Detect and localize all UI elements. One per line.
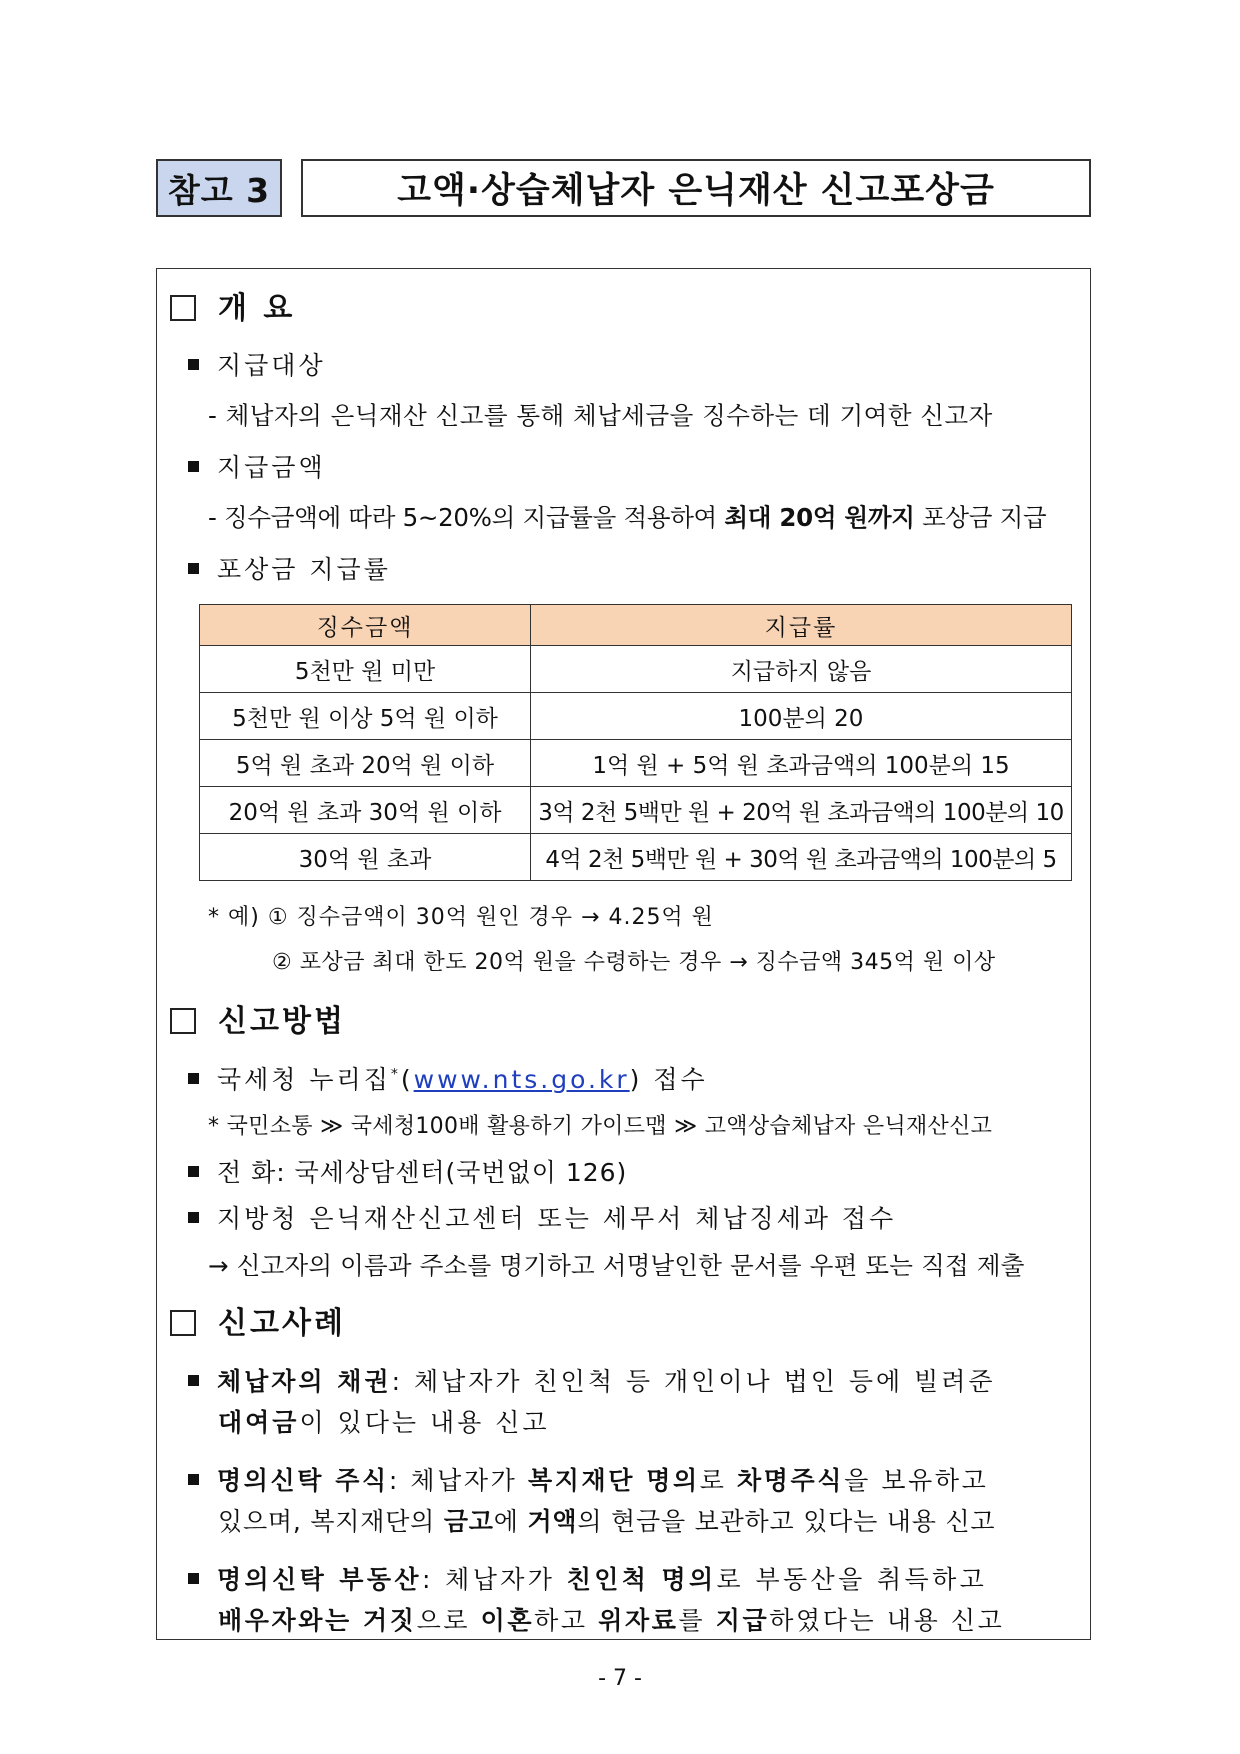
table-cell: 지급하지 않음 bbox=[531, 646, 1072, 693]
target-description: - 체납자의 은닉재산 신고를 통해 체납세금을 징수하는 데 기여한 신고자 bbox=[208, 401, 993, 430]
square-bullet-icon bbox=[188, 1573, 199, 1584]
case-3-line-2: 배우자와는 거짓으로 이혼하고 위자료를 지급하였다는 내용 신고 bbox=[218, 1606, 1005, 1635]
square-bullet-icon bbox=[188, 1474, 199, 1485]
website-path-note: * 국민소통 ≫ 국세청100배 활용하기 가이드맵 ≫ 고액상습체납자 은닉재산신고 bbox=[208, 1114, 993, 1139]
table-row bbox=[200, 834, 1072, 881]
amount-description: - 징수금액에 따라 5~20%의 지급률을 적용하여 최대 20억 원까지 포상금 지급 bbox=[208, 503, 1047, 532]
square-bullet-icon bbox=[188, 1375, 199, 1386]
table-cell: 30억 원 초과 bbox=[200, 834, 531, 881]
bullet-amount: 지급금액 bbox=[188, 455, 326, 480]
table-row bbox=[200, 693, 1072, 740]
square-bullet-icon bbox=[188, 1073, 199, 1084]
table-row bbox=[200, 740, 1072, 787]
case-3-line-1: 명의신탁 부동산: 체납자가 친인척 명의로 부동산을 취득하고 bbox=[188, 1567, 987, 1592]
table-header-row bbox=[200, 605, 1072, 646]
square-bullet-icon bbox=[188, 461, 199, 472]
table-cell: 1억 원 + 5억 원 초과금액의 100분의 15 bbox=[531, 740, 1072, 787]
square-bullet-icon bbox=[188, 1212, 199, 1223]
checkbox-square-icon bbox=[170, 1008, 196, 1034]
table-cell: 20억 원 초과 30억 원 이하 bbox=[200, 787, 531, 834]
page-number: - 7 - bbox=[598, 1666, 642, 1691]
case-2-line-2: 있으며, 복지재단의 금고에 거액의 현금을 보관하고 있다는 내용 신고 bbox=[218, 1507, 996, 1536]
table-cell: 5천만 원 이상 5억 원 이하 bbox=[200, 693, 531, 740]
table-row bbox=[200, 787, 1072, 834]
page-title: 고액·상습체납자 은닉재산 신고포상금 bbox=[301, 159, 1091, 217]
case-1-line-2: 대여금이 있다는 내용 신고 bbox=[218, 1408, 550, 1437]
bullet-phone: 전 화: 국세상담센터(국번없이 126) bbox=[188, 1160, 627, 1185]
column-header: 지급률 bbox=[531, 605, 1072, 646]
table-cell: 3억 2천 5백만 원 + 20억 원 초과금액의 100분의 10 bbox=[531, 787, 1072, 834]
square-bullet-icon bbox=[188, 359, 199, 370]
checkbox-square-icon bbox=[170, 1310, 196, 1336]
square-bullet-icon bbox=[188, 563, 199, 574]
case-2-line-1: 명의신탁 주식: 체납자가 복지재단 명의로 차명주식을 보유하고 bbox=[188, 1468, 988, 1493]
bullet-website: 국세청 누리집*(www.nts.go.kr) 접수 bbox=[188, 1067, 708, 1092]
section-heading-overview: 개 요 bbox=[170, 294, 295, 324]
example-note-1: * 예) ① 징수금액이 30억 원인 경우 → 4.25억 원 bbox=[208, 905, 714, 930]
table-cell: 5천만 원 미만 bbox=[200, 646, 531, 693]
table-cell: 100분의 20 bbox=[531, 693, 1072, 740]
column-header: 징수금액 bbox=[200, 605, 531, 646]
table-cell: 5억 원 초과 20억 원 이하 bbox=[200, 740, 531, 787]
bullet-rate: 포상금 지급률 bbox=[188, 557, 391, 582]
bullet-office: 지방청 은닉재산신고센터 또는 세무서 체납징세과 접수 bbox=[188, 1206, 896, 1231]
table-cell: 4억 2천 5백만 원 + 30억 원 초과금액의 100분의 5 bbox=[531, 834, 1072, 881]
nts-website-link[interactable]: www.nts.go.kr bbox=[413, 1065, 630, 1094]
checkbox-square-icon bbox=[170, 295, 196, 321]
bullet-target: 지급대상 bbox=[188, 353, 326, 378]
reward-rate-table bbox=[199, 604, 1072, 881]
case-1-line-1: 체납자의 채권: 체납자가 친인척 등 개인이나 법인 등에 빌려준 bbox=[188, 1369, 996, 1394]
square-bullet-icon bbox=[188, 1166, 199, 1177]
table-row bbox=[200, 646, 1072, 693]
office-submission-note: → 신고자의 이름과 주소를 명기하고 서명날인한 문서를 우편 또는 직접 제출 bbox=[208, 1251, 1025, 1280]
example-note-2: ② 포상금 최대 한도 20억 원을 수령하는 경우 → 징수금액 345억 원 이상 bbox=[272, 950, 996, 975]
reference-tag: 참고 3 bbox=[156, 159, 282, 217]
section-heading-cases: 신고사례 bbox=[170, 1309, 346, 1339]
section-heading-method: 신고방법 bbox=[170, 1007, 346, 1037]
